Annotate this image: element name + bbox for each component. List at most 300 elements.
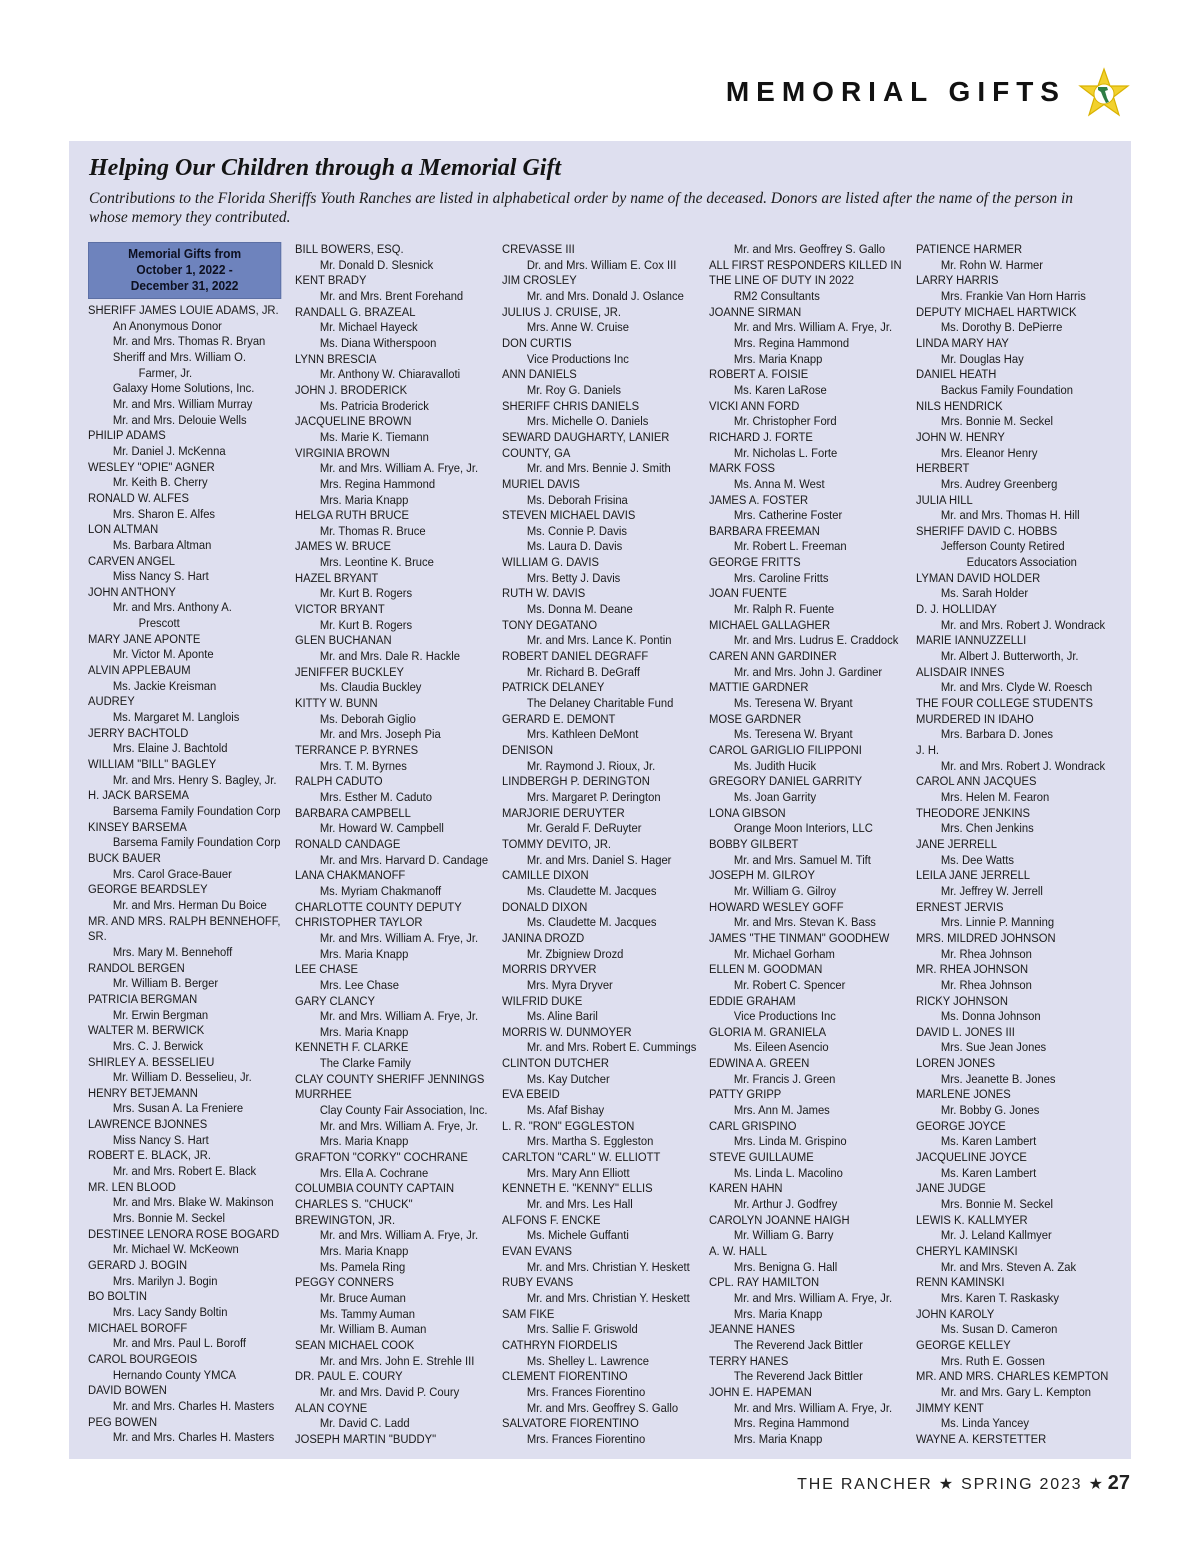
donor-name: Mr. and Mrs. Stevan K. Bass [733,915,876,930]
donor-name: Ms. Linda L. Macolino [733,1165,843,1180]
honoree-name: BO BOLTIN [88,1289,147,1304]
donor-name: Prescott [138,616,180,631]
honoree-name: CLINTON DUTCHER [502,1056,609,1071]
honoree-name: CAREN ANN GARDINER [709,649,837,664]
donor-name: Mr. and Mrs. Herman Du Boice [112,897,267,912]
donor-name: Mr. Arthur J. Godfrey [733,1197,838,1212]
honoree-name: JULIA HILL [916,492,973,507]
donor-name: Farmer, Jr. [138,365,193,380]
honoree-name: THEODORE JENKINS [916,805,1031,820]
donor-name: Mr. Christopher Ford [733,414,837,429]
donor-name: Mrs. Anne W. Cruise [526,320,630,335]
donor-name: Mr. and Mrs. Delouie Wells [112,412,247,427]
honoree-name: VIRGINIA BROWN [295,445,390,460]
honoree-name: RUTH W. DAVIS [502,586,586,601]
honoree-name: MURIEL DAVIS [502,476,580,491]
honoree-name: PATRICK DELANEY [502,680,605,695]
donor-name: Mr. and Mrs. Geoffrey S. Gallo [733,242,886,256]
donor-name: Mr. and Mrs. Lance K. Pontin [526,633,672,648]
honoree-name: H. JACK BARSEMA [88,788,189,803]
donor-name: Mrs. Susan A. La Freniere [112,1101,244,1116]
donor-name: Mrs. Frances Fiorentino [526,1384,646,1399]
honoree-name: CAROL ANN JACQUES [916,774,1037,789]
donor-name: Ms. Deborah Giglio [319,711,416,726]
donor-name: Mr. and Mrs. William A. Frye, Jr. [733,1400,893,1415]
honoree-name: WILLIAM "BILL" BAGLEY [88,757,217,772]
honoree-name: MARLENE JONES [916,1087,1011,1102]
donor-name: Ms. Joan Garrity [733,789,817,804]
honoree-name: HENRY BETJEMANN [88,1085,198,1100]
honoree-name: GEORGE BEARDSLEY [88,882,208,897]
donor-name: Mrs. Leontine K. Bruce [319,555,434,570]
honoree-name: STEVEN MICHAEL DAVIS [502,508,636,523]
donor-name: Mrs. Eleanor Henry [940,445,1038,460]
donor-name: Mr. and Mrs. Charles H. Masters [112,1398,275,1413]
donor-name: Mrs. Maria Knapp [319,1244,409,1258]
donor-name: Mr. David C. Ladd [319,1416,410,1431]
honoree-name: RENN KAMINSKI [916,1275,1005,1290]
honoree-name: JOHN W. HENRY [916,429,1005,444]
donor-name: Mr. Douglas Hay [940,351,1024,366]
honoree-name: JERRY BACHTOLD [88,725,189,740]
donor-name: Mr. Michael Gorham [733,946,835,961]
donor-name: Mrs. Audrey Greenberg [940,476,1058,491]
honoree-name: CAROLYN JOANNE HAIGH [709,1212,850,1227]
donor-name: Ms. Dee Watts [940,852,1014,867]
honoree-name: GRAFTON "CORKY" COCHRANE [295,1150,468,1165]
honoree-name: GEORGE JOYCE [916,1118,1006,1133]
donor-name: Ms. Margaret M. Langlois [112,710,240,725]
donor-name: Mr. and Mrs. Ludrus E. Craddock [733,633,899,648]
donor-name: Mr. and Mrs. Samuel M. Tift [733,852,871,867]
honoree-name: GLEN BUCHANAN [295,633,392,648]
honoree-name: BARBARA FREEMAN [709,523,820,538]
honoree-name: MARK FOSS [709,461,776,476]
donor-name: Mr. and Mrs. William Murray [112,396,253,411]
honoree-name: SR. [88,929,107,944]
donor-name: Mrs. Chen Jenkins [940,821,1034,836]
donor-name: Dr. and Mrs. William E. Cox III [526,257,677,272]
honoree-name: TERRY HANES [709,1353,789,1368]
honoree-name: LINDBERGH P. DERINGTON [502,774,650,789]
donor-name: Ms. Susan D. Cameron [940,1322,1058,1337]
honoree-name: ALVIN APPLEBAUM [88,663,191,678]
panel-intro: Contributions to the Florida Sheriffs Youth Ranches are listed in alphabetical order by name of the deceased. Donors are listed after the name of the person in whose memory they contributed. [89,190,1074,226]
page-number: 27 [1107,1472,1130,1494]
donor-name: Mrs. Catherine Foster [733,508,843,523]
honoree-name: WILFRID DUKE [502,993,583,1008]
honoree-name: MARY JANE APONTE [88,631,201,646]
donor-name: Mr. and Mrs. Daniel S. Hager [526,852,672,867]
honoree-name: CARVEN ANGEL [88,553,176,568]
honoree-name: PEG BOWEN [88,1414,158,1429]
donor-name: Mr. and Mrs. Les Hall [526,1197,633,1212]
donor-name: Mr. Erwin Bergman [112,1007,209,1022]
donor-name: Mrs. Lee Chase [319,977,399,992]
honoree-name: CHERYL KAMINSKI [916,1244,1018,1258]
honoree-name: PATTY GRIPP [709,1087,782,1102]
honoree-name: D. J. HOLLIDAY [916,602,997,617]
honoree-name: HERBERT [916,461,970,476]
honoree-name: THE FOUR COLLEGE STUDENTS [916,696,1093,711]
donor-name: Mr. and Mrs. Donald J. Oslance [526,288,684,303]
donor-name: Mrs. Bonnie M. Seckel [940,414,1054,429]
donor-name: Sheriff and Mrs. William O. [112,349,246,364]
honoree-name: JAMES "THE TINMAN" GOODHEW [709,930,890,945]
donor-name: Galaxy Home Solutions, Inc. [112,381,255,396]
donor-name: Mr. and Mrs. Thomas R. Bryan [112,334,266,349]
donor-name: Mr. Robert C. Spencer [733,977,846,992]
donor-name: Mrs. Regina Hammond [733,335,850,350]
column-2 [295,242,488,1448]
donor-name: Mrs. Margaret P. Derington [526,789,661,804]
donor-name: An Anonymous Donor [112,318,222,333]
donor-name: Mrs. Maria Knapp [319,1134,409,1149]
donor-name: Mrs. Bonnie M. Seckel [112,1211,226,1226]
honoree-name: CHARLES S. "CHUCK" [295,1197,413,1212]
honoree-name: SAM FIKE [502,1306,555,1321]
honoree-name: GERARD J. BOGIN [88,1258,188,1273]
honoree-name: JAMES W. BRUCE [295,539,391,554]
donor-name: Mr. Kurt B. Rogers [319,586,413,601]
donor-name: Mrs. Maria Knapp [733,1306,823,1321]
honoree-name: LEILA JANE JERRELL [916,868,1031,883]
donor-name: Mr. and Mrs. Robert J. Wondrack [940,758,1106,773]
honoree-name: CPL. RAY HAMILTON [709,1275,820,1290]
honoree-name: JULIUS J. CRUISE, JR. [502,304,621,319]
honoree-name: EDDIE GRAHAM [709,993,796,1008]
donor-name: Mr. William B. Berger [112,976,219,991]
donor-name: Ms. Karen Lambert [940,1134,1037,1149]
honoree-name: RICKY JOHNSON [916,993,1008,1008]
donor-name: Mrs. Maria Knapp [319,1024,409,1039]
donor-name: Ms. Myriam Chakmanoff [319,883,442,898]
donor-name: Mr. Anthony W. Chiaravalloti [319,367,461,382]
honoree-name: AUDREY [88,694,135,709]
honoree-name: WALTER M. BERWICK [88,1023,205,1038]
honoree-name: GREGORY DANIEL GARRITY [709,774,863,789]
donor-name: Mr. Keith B. Cherry [112,475,208,490]
panel-title: Helping Our Children through a Memorial Gift [89,155,562,181]
honoree-name: ROBERT E. BLACK, JR. [88,1148,211,1163]
honoree-name: JENIFFER BUCKLEY [295,664,405,679]
honoree-name: BOBBY GILBERT [709,836,799,851]
donor-name: Mr. and Mrs. David P. Coury [319,1384,460,1399]
honoree-name: JOAN FUENTE [709,586,787,601]
donor-name: Mr. Bruce Auman [319,1290,406,1305]
donor-name: Mr. and Mrs. Brent Forehand [319,288,464,303]
honoree-name: HAZEL BRYANT [295,570,379,585]
donor-name: Mrs. Lacy Sandy Boltin [112,1305,228,1319]
donor-name: Mrs. Sue Jean Jones [940,1040,1047,1055]
honoree-name: EDWINA A. GREEN [709,1056,810,1071]
donor-name: Ms. Deborah Frisina [526,492,628,507]
donor-name: Miss Nancy S. Hart [112,569,209,584]
donor-name: Mr. and Mrs. Christian Y. Heskett [526,1259,690,1274]
donor-name: Mrs. Regina Hammond [319,476,436,491]
honoree-name: MOSE GARDNER [709,711,802,726]
donor-name: Barsema Family Foundation Corp [112,804,281,818]
honoree-name: SEAN MICHAEL COOK [295,1337,415,1352]
honoree-name: TOMMY DEVITO, JR. [502,836,612,851]
donor-name: Mr. Raymond J. Rioux, Jr. [526,758,656,773]
donor-name: Mr. Victor M. Aponte [112,647,214,662]
donor-name: Backus Family Foundation [940,382,1073,397]
donor-name: Mr. William B. Auman [319,1322,427,1337]
donor-name: Mr. Michael Hayeck [319,320,418,335]
honoree-name: DANIEL HEATH [916,367,997,382]
donor-name: Ms. Sarah Holder [940,586,1029,601]
honoree-name: KENNETH E. "KENNY" ELLIS [502,1181,653,1196]
honoree-name: MORRIS DRYVER [502,962,597,977]
honoree-name: COUNTY, GA [502,445,571,460]
donor-name: Mr. and Mrs. Robert J. Wondrack [940,617,1106,632]
donor-name: Mrs. T. M. Byrnes [319,758,407,773]
donor-name: Mr. and Mrs. Paul L. Boroff [112,1336,246,1351]
date-box-line: December 31, 2022 [130,278,239,293]
donor-name: Mr. William G. Gilroy [733,883,837,898]
donor-name: Ms. Eileen Asencio [733,1040,829,1055]
honoree-name: A. W. HALL [709,1244,767,1258]
donor-name: Mr. Rhea Johnson [940,977,1032,992]
donor-name: Miss Nancy S. Hart [112,1132,209,1147]
donor-name: Mr. and Mrs. Dale R. Hackle [319,649,461,664]
donor-name: Mrs. Regina Hammond [733,1416,850,1431]
donor-name: Mr. and Mrs. Joseph Pia [319,727,441,742]
donor-name: Mrs. C. J. Berwick [112,1038,204,1053]
honoree-name: WAYNE A. KERSTETTER [916,1431,1047,1446]
page-footer [797,1472,1130,1495]
donor-name: Mr. Daniel J. McKenna [112,443,226,458]
honoree-name: LAWRENCE BJONNES [88,1117,208,1132]
donor-name: Mr. and Mrs. Clyde W. Roesch [940,680,1093,695]
honoree-name: HOWARD WESLEY GOFF [709,899,844,914]
donor-name: Mr. and Mrs. John E. Strehle III [319,1353,475,1368]
donor-name: Clay County Fair Association, Inc. [319,1103,488,1118]
donor-name: Mr. Roy G. Daniels [526,382,621,397]
donor-name: Mrs. Myra Dryver [526,977,613,992]
donor-name: Ms. Donna Johnson [940,1009,1041,1024]
donor-name: Mr. Rohn W. Harmer [940,257,1044,272]
honoree-name: CHRISTOPHER TAYLOR [295,915,423,930]
footer-text: THE RANCHER ★ SPRING 2023 ★ [797,1476,1105,1493]
honoree-name: RICHARD J. FORTE [709,429,813,444]
honoree-name: DON CURTIS [502,335,572,350]
honoree-name: MR. LEN BLOOD [88,1179,176,1194]
honoree-name: J. H. [916,743,940,757]
donor-name: Ms. Patricia Broderick [319,398,429,413]
donor-name: Vice Productions Inc [733,1009,836,1024]
honoree-name: DENISON [502,743,554,757]
honoree-name: LYNN BRESCIA [295,351,377,366]
honoree-name: RANDALL G. BRAZEAL [295,304,416,319]
donor-name: Mrs. Barbara D. Jones [940,727,1054,742]
donor-name: Ms. Marie K. Tiemann [319,429,429,444]
honoree-name: BARBARA CAMPBELL [295,805,411,820]
honoree-name: TERRANCE P. BYRNES [295,743,419,757]
honoree-name: LARRY HARRIS [916,273,999,288]
donor-name: Ms. Judith Hucik [733,758,817,773]
honoree-name: MRS. MILDRED JOHNSON [916,930,1056,945]
donor-name: Mr. and Mrs. William A. Frye, Jr. [733,1290,893,1305]
honoree-name: MATTIE GARDNER [709,680,809,695]
donor-name: Mr. Michael W. McKeown [112,1242,239,1257]
donor-name: Mrs. Benigna G. Hall [733,1259,838,1274]
honoree-name: PATRICIA BERGMAN [88,991,198,1006]
date-box-line: Memorial Gifts from [128,246,242,261]
donor-name: Mrs. Linnie P. Manning [940,915,1055,930]
honoree-name: CAROL BOURGEOIS [88,1351,198,1366]
honoree-name: JANINA DROZD [502,930,585,945]
honoree-name: CARL GRISPINO [709,1118,797,1133]
donor-name: Mr. and Mrs. Harvard D. Candage [319,852,489,867]
donor-name: Mr. and Mrs. William A. Frye, Jr. [319,1009,479,1024]
donor-name: Ms. Pamela Ring [319,1259,406,1274]
donor-name: Mr. and Mrs. William A. Frye, Jr. [319,930,479,945]
donor-name: The Reverend Jack Bittler [733,1369,863,1384]
donor-name: Ms. Karen Lambert [940,1165,1037,1180]
donor-name: Mr. and Mrs. William A. Frye, Jr. [319,1118,479,1133]
honoree-name: ROBERT DANIEL DEGRAFF [502,649,649,664]
honoree-name: ALFONS F. ENCKE [502,1212,601,1227]
donor-name: Mr. and Mrs. William A. Frye, Jr. [319,1228,479,1243]
donor-name: Mr. Francis J. Green [733,1071,836,1086]
donor-name: Mrs. Frances Fiorentino [526,1431,646,1446]
honoree-name: JOHN ANTHONY [88,584,176,599]
donor-name: Mr. Robert L. Freeman [733,539,847,554]
donor-name: Mr. Ralph R. Fuente [733,602,835,617]
honoree-name: BUCK BAUER [88,850,161,865]
donor-name: Mr. and Mrs. William A. Frye, Jr. [319,461,479,476]
honoree-name: JAMES A. FOSTER [709,492,809,507]
honoree-name: KENT BRADY [295,273,367,288]
donor-name: Mrs. Bonnie M. Seckel [940,1197,1054,1212]
honoree-name: KINSEY BARSEMA [88,819,187,834]
honoree-name: LEWIS K. KALLMYER [916,1212,1028,1227]
honoree-name: HELGA RUTH BRUCE [295,508,410,523]
honoree-name: LANA CHAKMANOFF [295,868,406,883]
donor-name: Mr. Nicholas L. Forte [733,445,838,460]
honoree-name: JOANNE SIRMAN [709,304,802,319]
donor-name: Mr. and Mrs. Thomas H. Hill [940,508,1080,523]
donor-name: Mr. Gerald F. DeRuyter [526,821,642,836]
donor-name: Mrs. Karen T. Raskasky [940,1290,1060,1305]
honoree-name: LYMAN DAVID HOLDER [916,570,1041,585]
donor-name: Mrs. Sharon E. Alfes [112,506,216,521]
honoree-name: JOHN E. HAPEMAN [709,1384,812,1399]
column-3 [502,242,695,1448]
honoree-name: JOSEPH MARTIN "BUDDY" [295,1431,437,1446]
donor-name: Ms. Dorothy B. DePierre [940,320,1063,335]
donor-name: The Reverend Jack Bittler [733,1337,863,1352]
honoree-name: MR. RHEA JOHNSON [916,962,1029,977]
honoree-name: ALL FIRST RESPONDERS KILLED IN [709,257,902,272]
donor-name: Mrs. Ann M. James [733,1103,830,1118]
donor-name: Mr. Richard B. DeGraff [526,664,641,679]
donor-name: The Clarke Family [319,1056,411,1071]
honoree-name: KAREN HAHN [709,1181,783,1196]
donor-name: Mr. William G. Barry [733,1228,834,1243]
honoree-name: SHERIFF DAVID C. HOBBS [916,523,1058,538]
donor-name: Ms. Claudia Buckley [319,680,422,695]
honoree-name: JACQUELINE BROWN [295,414,412,429]
honoree-name: L. R. "RON" EGGLESTON [502,1118,635,1133]
honoree-name: DONALD DIXON [502,899,588,914]
donor-name: Mr. Albert J. Butterworth, Jr. [940,649,1079,664]
donor-name: Ms. Connie P. Davis [526,523,627,538]
honoree-name: RONALD CANDAGE [295,836,401,851]
donor-name: Mrs. Maria Knapp [319,946,409,961]
honoree-name: MURDERED IN IDAHO [916,711,1034,726]
donor-name: Hernando County YMCA [112,1367,237,1382]
honoree-name: LINDA MARY HAY [916,335,1009,350]
donor-name: Mr. and Mrs. Blake W. Makinson [112,1195,274,1210]
donor-name: Orange Moon Interiors, LLC [733,821,873,836]
honoree-name: TONY DEGATANO [502,617,598,632]
honoree-name: LONA GIBSON [709,805,786,820]
donor-name: Ms. Tammy Auman [319,1306,415,1321]
donor-name: Ms. Barbara Altman [112,537,212,552]
donor-name: Mr. Thomas R. Bruce [319,523,426,538]
honoree-name: DR. PAUL E. COURY [295,1369,403,1384]
honoree-name: DAVID BOWEN [88,1383,167,1398]
column-4 [709,242,902,1448]
donor-name: Mr. Donald D. Slesnick [319,257,434,272]
donor-name: Mr. and Mrs. Steven A. Zak [940,1259,1077,1274]
donor-name: Mr. Kurt B. Rogers [319,617,413,632]
donor-name: Mrs. Ruth E. Gossen [940,1353,1045,1368]
honoree-name: SALVATORE FIORENTINO [502,1416,639,1431]
honoree-name: DESTINEE LENORA ROSE BOGARD [88,1226,280,1241]
honoree-name: MR. AND MRS. CHARLES KEMPTON [916,1369,1109,1384]
donor-name: Mr. William D. Besselieu, Jr. [112,1070,252,1085]
honoree-name: JACQUELINE JOYCE [916,1150,1027,1165]
donor-name: Ms. Afaf Bishay [526,1103,605,1118]
honoree-name: CLAY COUNTY SHERIFF JENNINGS [295,1071,485,1086]
honoree-name: JANE JERRELL [916,836,998,851]
honoree-name: MR. AND MRS. RALPH BENNEHOFF, [88,913,281,928]
column-1 [88,242,281,1446]
honoree-name: BREWINGTON, JR. [295,1212,396,1227]
donor-name: Ms. Aline Baril [526,1009,598,1024]
donor-name: Ms. Michele Guffanti [526,1228,629,1243]
honoree-name: KITTY W. BUNN [295,696,378,711]
honoree-name: DAVID L. JONES III [916,1024,1015,1039]
donor-name: Mrs. Kathleen DeMont [526,727,639,742]
sheriff-star-icon [1076,66,1132,122]
donor-name: Mr. and Mrs. Charles H. Masters [112,1430,275,1445]
honoree-name: CATHRYN FIORDELIS [502,1337,618,1352]
honoree-name: CAMILLE DIXON [502,868,589,883]
donor-name: Mrs. Helen M. Fearon [940,789,1050,804]
honoree-name: COLUMBIA COUNTY CAPTAIN [295,1181,455,1196]
donor-name: Vice Productions Inc [526,351,629,366]
honoree-name: MICHAEL BOROFF [88,1320,188,1335]
donor-name: Ms. Anna M. West [733,476,825,491]
date-range-box [88,242,281,299]
honoree-name: VICTOR BRYANT [295,602,385,617]
honoree-name: RUBY EVANS [502,1275,574,1290]
donor-name: Mr. and Mrs. Henry S. Bagley, Jr. [112,772,277,787]
donor-name: Mr. Jeffrey W. Jerrell [940,883,1043,898]
donor-name: Mrs. Jeanette B. Jones [940,1071,1056,1086]
honoree-name: ALAN COYNE [295,1400,368,1415]
date-box-line: October 1, 2022 - [136,262,233,277]
donor-name: Mrs. Elaine J. Bachtold [112,741,228,756]
honoree-name: JOHN J. BRODERICK [295,382,408,397]
honoree-name: GEORGE KELLEY [916,1337,1011,1352]
donor-name: Mr. J. Leland Kallmyer [940,1228,1052,1243]
